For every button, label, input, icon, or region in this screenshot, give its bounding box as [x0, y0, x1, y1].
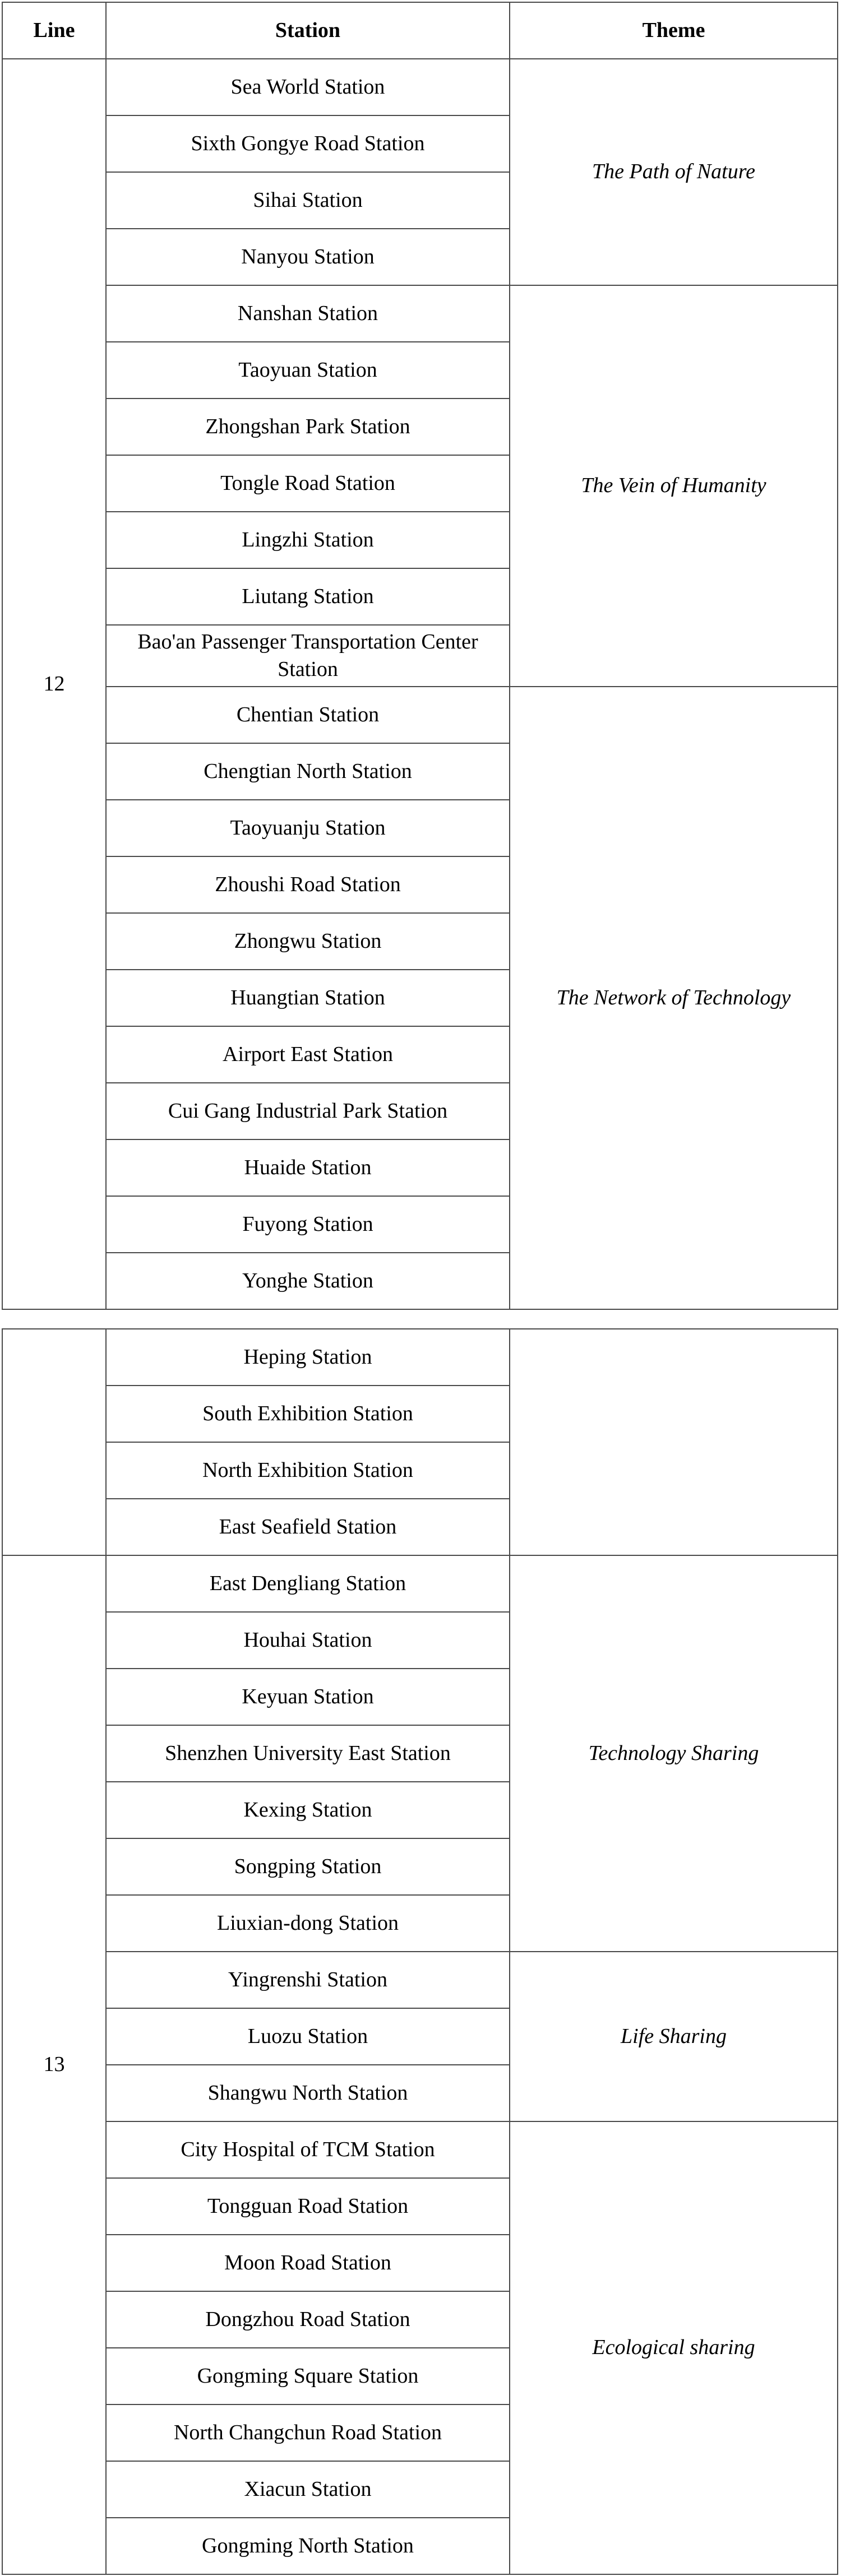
station-cell: Houhai Station — [106, 1612, 510, 1669]
station-cell: Shangwu North Station — [106, 2065, 510, 2121]
line-12-stations-table — [2, 2, 838, 1310]
station-cell: Shenzhen University East Station — [106, 1725, 510, 1782]
station-cell: Nanyou Station — [106, 229, 510, 285]
station-cell: Heping Station — [106, 1329, 510, 1386]
theme-cell: The Path of Nature — [510, 59, 838, 285]
theme-cell: Ecological sharing — [510, 2121, 838, 2574]
station-cell: Liuxian-dong Station — [106, 1895, 510, 1952]
table-row — [2, 59, 838, 115]
station-cell: Bao'an Passenger Transportation Center Station — [106, 625, 510, 687]
column-header-line: Line — [2, 2, 106, 59]
table-row — [2, 1952, 838, 2008]
station-cell: Zhoushi Road Station — [106, 856, 510, 913]
station-cell: Huangtian Station — [106, 970, 510, 1026]
station-cell: Luozu Station — [106, 2008, 510, 2065]
station-cell: City Hospital of TCM Station — [106, 2121, 510, 2178]
station-cell: Keyuan Station — [106, 1669, 510, 1725]
station-cell: Songping Station — [106, 1838, 510, 1895]
line-cell-blank — [2, 1329, 106, 1555]
station-cell: Gongming Square Station — [106, 2348, 510, 2404]
station-cell: Zhongshan Park Station — [106, 399, 510, 455]
theme-cell: Life Sharing — [510, 1952, 838, 2121]
station-cell: Yonghe Station — [106, 1253, 510, 1309]
station-cell: Cui Gang Industrial Park Station — [106, 1083, 510, 1139]
station-cell: Fuyong Station — [106, 1196, 510, 1253]
station-cell: Tongle Road Station — [106, 455, 510, 512]
station-cell: Chentian Station — [106, 687, 510, 743]
station-cell: Xiacun Station — [106, 2461, 510, 2518]
table-row — [2, 1329, 838, 1386]
station-cell: Sea World Station — [106, 59, 510, 115]
station-cell: Liutang Station — [106, 568, 510, 625]
station-cell: Sihai Station — [106, 172, 510, 229]
line-13-stations-table — [2, 1328, 838, 2575]
station-cell: North Changchun Road Station — [106, 2404, 510, 2461]
station-cell: Chengtian North Station — [106, 743, 510, 800]
station-cell: Sixth Gongye Road Station — [106, 115, 510, 172]
table-row — [2, 1555, 838, 1612]
theme-cell: Technology Sharing — [510, 1555, 838, 1952]
station-cell: Tongguan Road Station — [106, 2178, 510, 2235]
theme-cell: The Network of Technology — [510, 687, 838, 1309]
station-cell: North Exhibition Station — [106, 1442, 510, 1499]
station-cell: South Exhibition Station — [106, 1386, 510, 1442]
station-cell: Airport East Station — [106, 1026, 510, 1083]
table-row — [2, 687, 838, 743]
column-header-theme: Theme — [510, 2, 838, 59]
station-cell: East Seafield Station — [106, 1499, 510, 1555]
station-cell: Lingzhi Station — [106, 512, 510, 568]
station-cell: Dongzhou Road Station — [106, 2291, 510, 2348]
column-header-station: Station — [106, 2, 510, 59]
station-cell: East Dengliang Station — [106, 1555, 510, 1612]
station-cell: Kexing Station — [106, 1782, 510, 1838]
line-number-cell: 12 — [2, 59, 106, 1309]
station-cell: Yingrenshi Station — [106, 1952, 510, 2008]
station-cell: Taoyuanju Station — [106, 800, 510, 856]
theme-cell — [510, 1329, 838, 1555]
station-cell: Moon Road Station — [106, 2235, 510, 2291]
station-cell: Nanshan Station — [106, 285, 510, 342]
line-number-cell: 13 — [2, 1555, 106, 2574]
station-cell: Taoyuan Station — [106, 342, 510, 399]
table-row — [2, 285, 838, 342]
table-row — [2, 2121, 838, 2178]
station-cell: Huaide Station — [106, 1139, 510, 1196]
theme-cell: The Vein of Humanity — [510, 285, 838, 687]
station-cell: Zhongwu Station — [106, 913, 510, 970]
station-cell: Gongming North Station — [106, 2518, 510, 2574]
